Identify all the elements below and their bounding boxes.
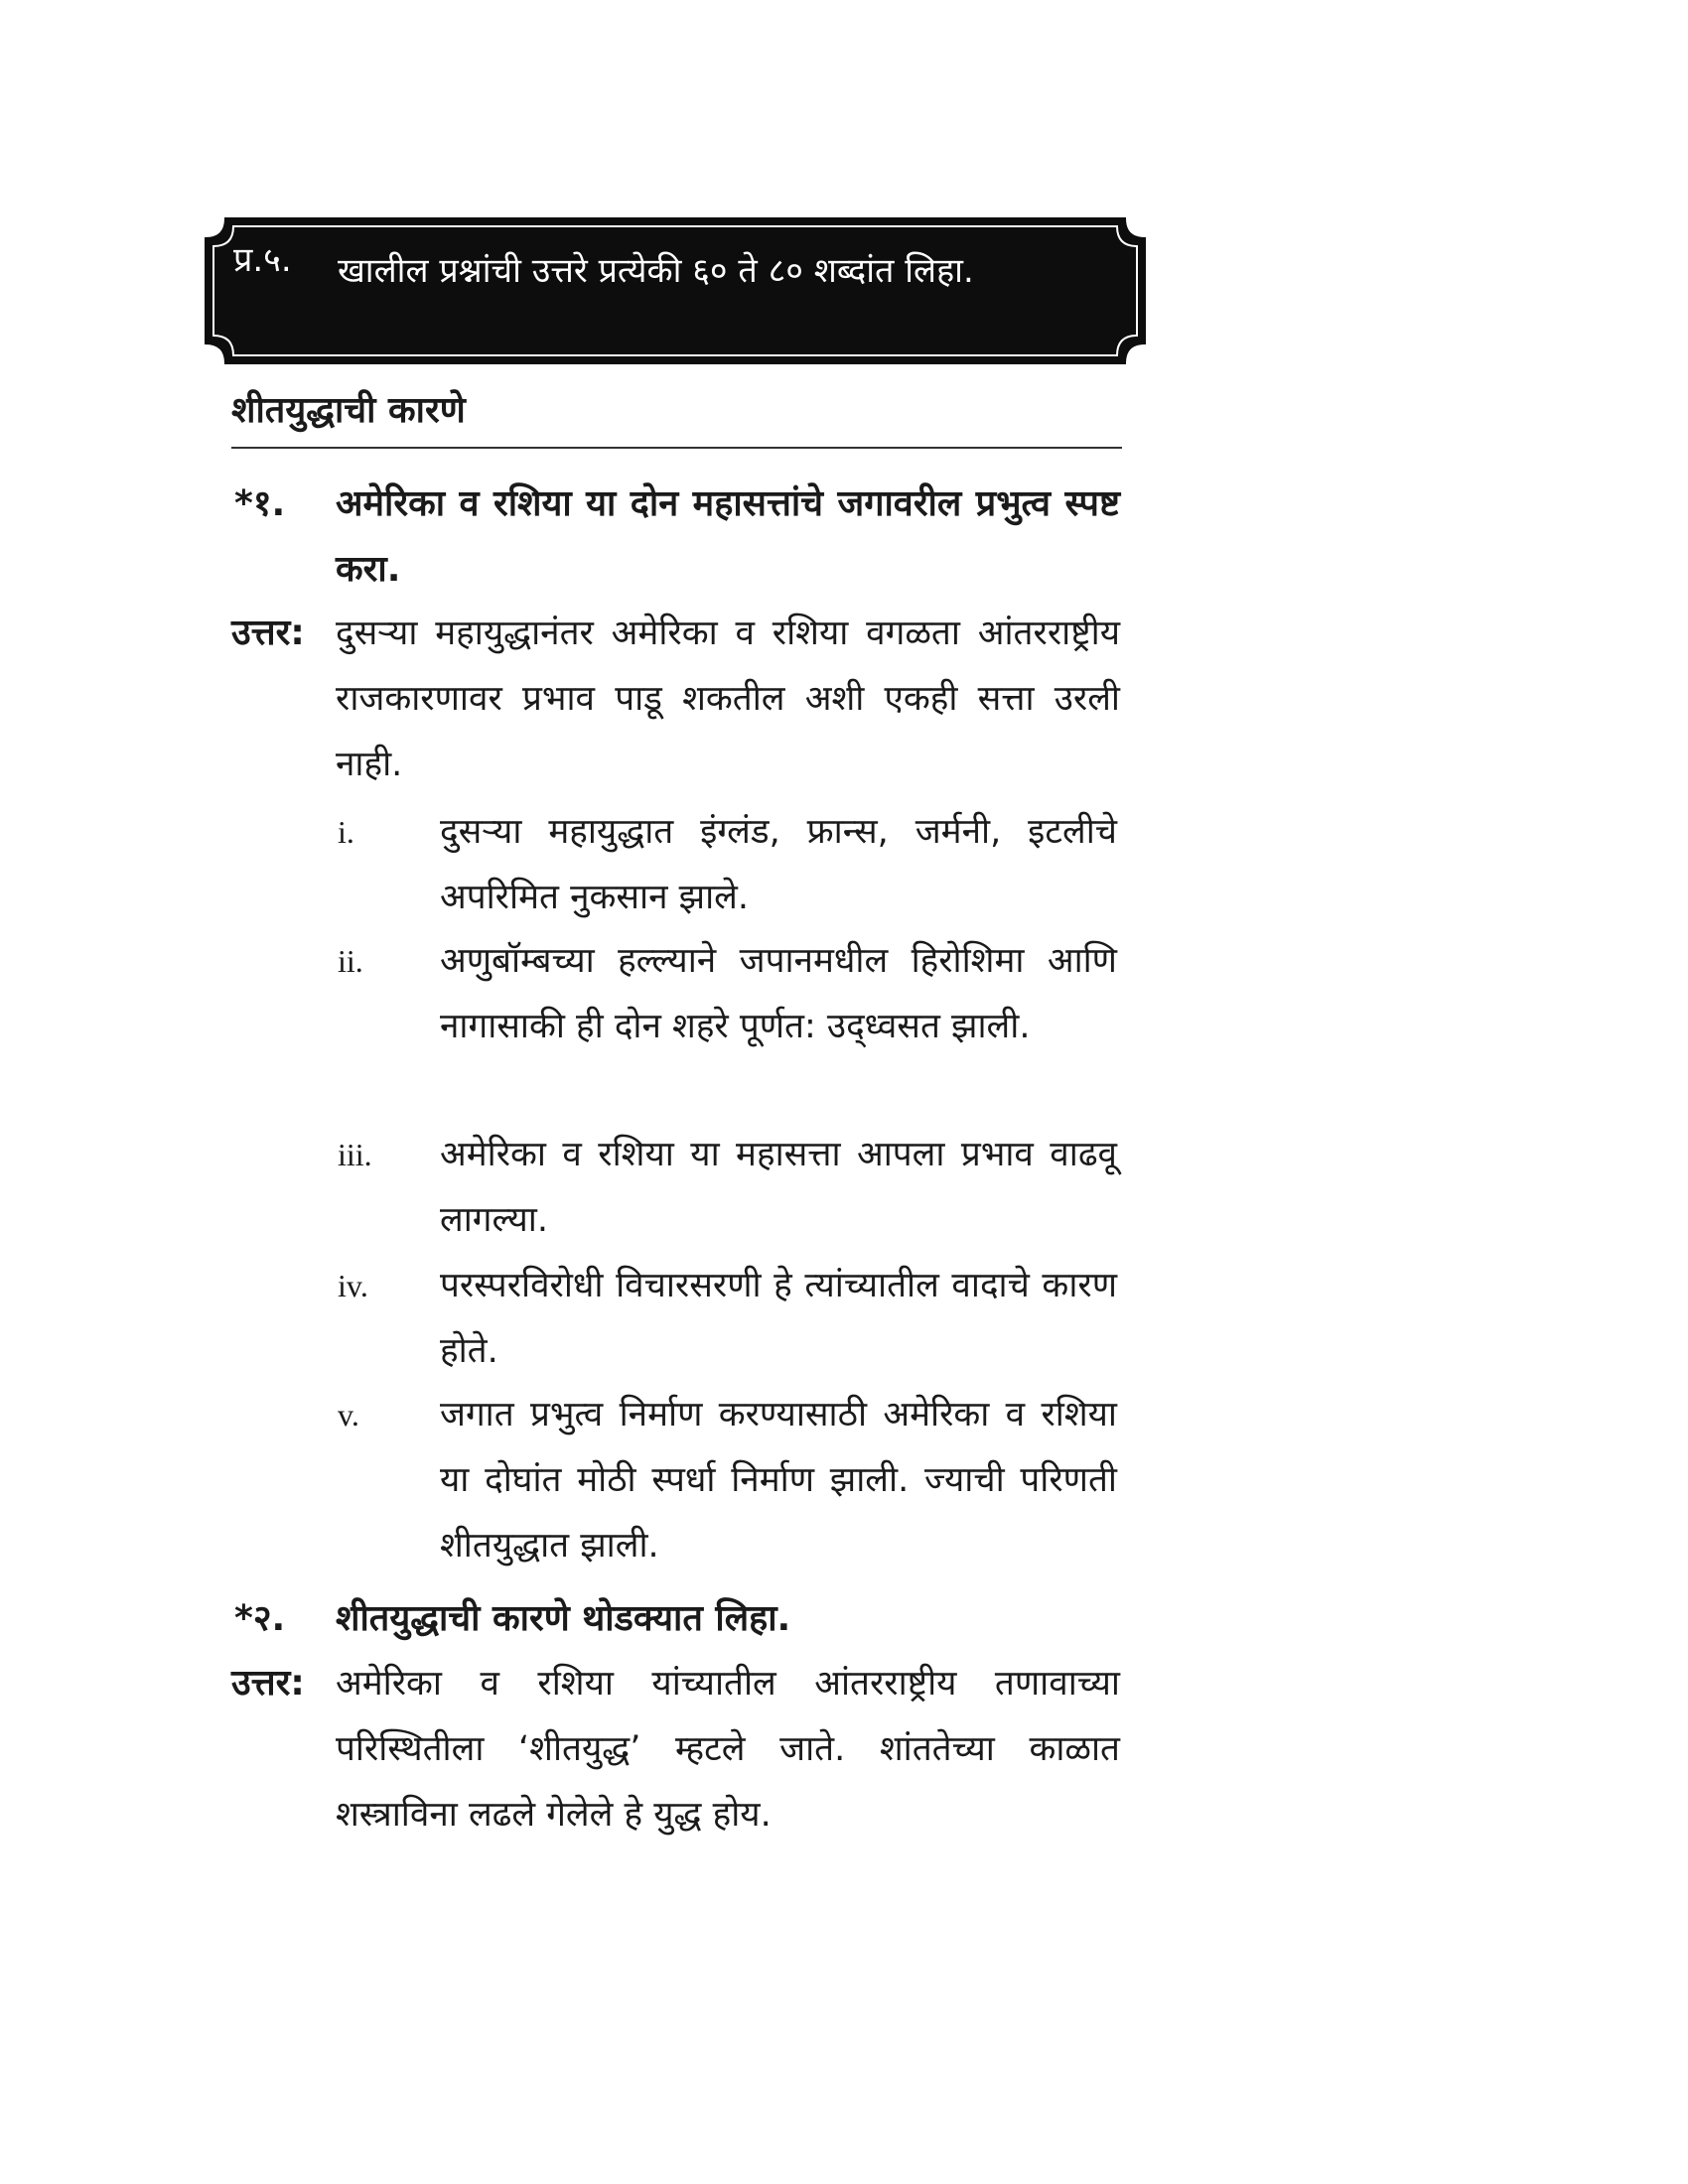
answer-1-text: दुसऱ्या महायुद्धानंतर अमेरिका व रशिया वगळता आंतरराष्ट्रीय राजकारणावर प्रभाव पाडू शकतील अशी एकही सत्ता उरली नाही.: [336, 614, 1120, 784]
answer-1-point-4-text: परस्परविरोधी विचारसरणी हे त्यांच्यातील वादाचे कारण होते.: [440, 1266, 1117, 1371]
banner-question-number: प्र.५.: [233, 240, 292, 280]
question-1-marker: *१.: [234, 483, 286, 524]
answer-1-point-3-numeral: iii.: [338, 1137, 372, 1172]
answer-1-point-4-numeral: iv.: [338, 1268, 368, 1303]
section-heading: शीतयुद्धाची कारणे: [231, 390, 466, 431]
answer-1-point-2-text: अणुबॉम्बच्या हल्ल्याने जपानमधील हिरोशिमा आणि नागासाकी ही दोन शहरे पूर्णत: उद्ध्वसत झाली.: [440, 941, 1117, 1046]
answer-1-point-5-text: जगात प्रभुत्व निर्माण करण्यासाठी अमेरिका व रशिया या दोघांत मोठी स्पर्धा निर्माण झाली. ज्याची परिणती शीतयुद्धात झाली.: [440, 1395, 1117, 1566]
answer-1-point-3-text: अमेरिका व रशिया या महासत्ता आपला प्रभाव वाढवू लागल्या.: [440, 1135, 1117, 1240]
question-2-text: शीतयुद्धाची कारणे थोडक्यात लिहा.: [336, 1598, 791, 1639]
section-divider: [231, 447, 1122, 449]
answer-1-point-5-numeral: v.: [338, 1397, 359, 1433]
question-1-text: अमेरिका व रशिया या दोन महासत्तांचे जगावरील प्रभुत्व स्पष्ट करा.: [336, 483, 1120, 590]
question-2-marker: *२.: [234, 1598, 286, 1639]
answer-1-point-2-numeral: ii.: [338, 943, 363, 979]
answer-2-label: उत्तर:: [231, 1663, 305, 1704]
banner-instruction: खालील प्रश्नांची उत्तरे प्रत्येकी ६० ते ८० शब्दांत लिहा.: [338, 251, 974, 291]
question-banner: [204, 216, 1147, 365]
answer-1-label: उत्तर:: [231, 613, 305, 653]
answer-2-text: अमेरिका व रशिया यांच्यातील आंतरराष्ट्रीय तणावाच्या परिस्थितीला ‘शीतयुद्ध’ म्हटले जाते. शांततेच्या काळात शस्त्राविना लढले गेलेले हे युद्ध होय.: [336, 1664, 1120, 1835]
answer-1-point-1-text: दुसऱ्या महायुद्धात इंग्लंड, फ्रान्स, जर्मनी, इटलीचे अपरिमित नुकसान झाले.: [440, 812, 1117, 917]
answer-1-point-1-numeral: i.: [338, 814, 354, 850]
